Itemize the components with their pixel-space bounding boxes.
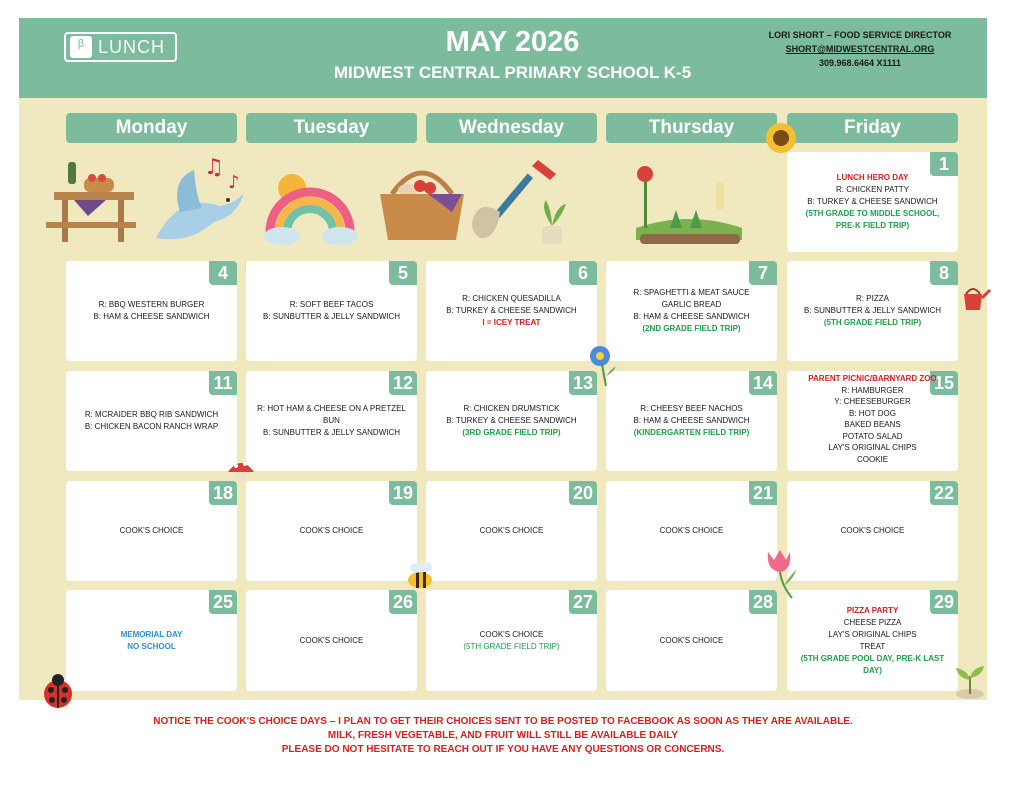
menu-line: POTATO SALAD <box>842 431 903 441</box>
date-number: 14 <box>749 371 777 395</box>
menu-content <box>791 481 954 581</box>
contact-email-link[interactable]: SHORT@MIDWESTCENTRAL.ORG <box>785 44 935 54</box>
flower-garden-icon <box>630 160 746 250</box>
menu-line: B: HAM & CHEESE SANDWICH <box>633 312 750 321</box>
menu-content <box>430 261 593 361</box>
holiday-label: MEMORIAL DAY <box>120 629 183 639</box>
date-number: 26 <box>389 590 417 614</box>
menu-line: B: SUNBUTTER & JELLY SANDWICH <box>262 428 401 437</box>
date-number: 22 <box>930 481 958 505</box>
lunch-logo <box>64 32 177 62</box>
shovel-plant-icon <box>466 156 582 248</box>
menu-line: R: HOT HAM & CHEESE ON A PRETZEL BUN <box>257 404 406 425</box>
date-number: 5 <box>389 261 417 285</box>
notice-line: PLEASE DO NOT HESITATE TO REACH OUT IF YOU HAVE ANY QUESTIONS OR CONCERNS. <box>281 744 725 755</box>
day-cell-13 <box>426 371 597 471</box>
notice-line: MILK, FRESH VEGETABLE, AND FRUIT WILL STILL BE AVAILABLE DAILY <box>327 730 679 741</box>
date-number: 1 <box>930 152 958 176</box>
day-cell-4 <box>66 261 237 361</box>
menu-line: CHEESE PIZZA <box>843 617 902 627</box>
day-cell-25 <box>66 590 237 691</box>
menu-content <box>610 590 773 691</box>
menu-line: GARLIC BREAD <box>661 300 722 309</box>
notice-line: NOTICE THE COOK'S CHOICE DAYS – I PLAN TO GET THEIR CHOICES SENT TO BE POSTED TO FACEBOOK AS SOON AS THEY ARE AVAILABLE. <box>153 716 853 727</box>
event-label: PIZZA PARTY <box>846 605 899 615</box>
date-number: 19 <box>389 481 417 505</box>
menu-content <box>610 261 773 361</box>
menu-line: R: PIZZA <box>856 294 889 303</box>
field-trip-note: (5TH GRADE FIELD TRIP) <box>463 641 560 651</box>
day-cell-8 <box>787 261 958 361</box>
menu-line: R: MCRAIDER BBQ RIB SANDWICH <box>84 410 219 419</box>
menu-line: B: CHICKEN BACON RANCH WRAP <box>84 422 219 431</box>
contact-phone: 309.968.6464 X1111 <box>818 58 902 68</box>
date-number: 12 <box>389 371 417 395</box>
day-cell-29 <box>787 590 958 691</box>
field-trip-note: (5TH GRADE POOL DAY, PRE-K LAST DAY) <box>800 653 945 675</box>
menu-line: R: HAMBURGER <box>841 385 904 395</box>
date-number: 8 <box>930 261 958 285</box>
school-name: MIDWEST CENTRAL PRIMARY SCHOOL K-5 <box>333 63 692 82</box>
day-header-wednesday: Wednesday <box>426 113 597 143</box>
field-trip-note: (KINDERGARTEN FIELD TRIP) <box>633 428 750 437</box>
menu-content <box>791 371 954 471</box>
menu-content <box>70 371 233 471</box>
date-number: 11 <box>209 371 237 395</box>
day-cell-26 <box>246 590 417 691</box>
event-label: PARENT PICNIC/BARNYARD ZOO <box>808 374 937 383</box>
date-number: 6 <box>569 261 597 285</box>
day-cell-1 <box>787 152 958 252</box>
holiday-label: NO SCHOOL <box>127 641 176 651</box>
day-cell-21 <box>606 481 777 581</box>
day-header-tuesday: Tuesday <box>246 113 417 143</box>
menu-line: B: HAM & CHEESE SANDWICH <box>93 312 210 321</box>
field-trip-note: PRE-K FIELD TRIP) <box>835 221 910 230</box>
menu-line: COOK'S CHOICE <box>299 635 364 645</box>
menu-line: COOK'S CHOICE <box>479 629 544 639</box>
day-cell-14 <box>606 371 777 471</box>
menu-content <box>70 261 233 361</box>
sprout-icon <box>952 660 988 700</box>
menu-line: COOK'S CHOICE <box>479 526 544 535</box>
day-cell-27 <box>426 590 597 691</box>
menu-content <box>250 590 413 691</box>
day-cell-6 <box>426 261 597 361</box>
event-label: LUNCH HERO DAY <box>836 173 909 182</box>
day-header-monday: Monday <box>66 113 237 143</box>
bluebird-icon <box>150 152 250 252</box>
menu-content <box>250 371 413 471</box>
menu-content <box>791 590 954 691</box>
menu-content <box>70 481 233 581</box>
mushroom-icon <box>226 456 256 488</box>
menu-content <box>430 371 593 471</box>
date-number: 20 <box>569 481 597 505</box>
date-number: 21 <box>749 481 777 505</box>
menu-line: B: TURKEY & CHEESE SANDWICH <box>446 306 577 315</box>
day-cell-22 <box>787 481 958 581</box>
date-number: 7 <box>749 261 777 285</box>
menu-line: R: CHEESY BEEF NACHOS <box>640 404 743 413</box>
menu-content <box>791 152 954 252</box>
page-title: MAY 2026 <box>445 26 580 58</box>
menu-line: Y: CHEESEBURGER <box>834 397 911 406</box>
bee-icon <box>400 558 438 594</box>
date-number: 25 <box>209 590 237 614</box>
menu-line: COOK'S CHOICE <box>840 526 905 535</box>
date-number: 27 <box>569 590 597 614</box>
menu-line: COOKIE <box>856 454 889 464</box>
treat-note: I = ICEY TREAT <box>482 318 541 327</box>
menu-line: R: SPAGHETTI & MEAT SAUCE <box>633 288 750 297</box>
menu-content <box>250 261 413 361</box>
logo-label: LUNCH <box>98 37 166 57</box>
field-trip-note: (5TH GRADE FIELD TRIP) <box>823 318 922 327</box>
watering-can-icon <box>958 282 992 314</box>
menu-line: R: CHICKEN PATTY <box>835 185 910 194</box>
date-number: 13 <box>569 371 597 395</box>
date-number: 28 <box>749 590 777 614</box>
menu-line: B: HOT DOG <box>849 408 896 418</box>
date-number: 29 <box>930 590 958 614</box>
tulip-icon <box>762 548 798 600</box>
menu-content <box>610 481 773 581</box>
menu-line: LAY'S ORIGINAL CHIPS <box>828 629 917 639</box>
menu-content <box>791 261 954 361</box>
day-cell-5 <box>246 261 417 361</box>
day-header-friday: Friday <box>787 113 958 143</box>
day-cell-20 <box>426 481 597 581</box>
svg-text:♪: ♪ <box>228 172 240 193</box>
day-header-thursday: Thursday <box>606 113 777 143</box>
contact-block <box>740 28 980 70</box>
field-trip-note: (3RD GRADE FIELD TRIP) <box>462 428 561 437</box>
menu-line: COOK'S CHOICE <box>119 526 184 535</box>
menu-line: B: SUNBUTTER & JELLY SANDWICH <box>262 312 401 321</box>
menu-line: COOK'S CHOICE <box>299 526 364 535</box>
notice-block <box>19 715 987 757</box>
ladybug-icon <box>38 670 78 710</box>
rainbow-icon <box>260 160 360 248</box>
menu-content <box>430 481 593 581</box>
date-number: 4 <box>209 261 237 285</box>
fork-icon: ᵝ <box>70 36 92 58</box>
field-trip-note: (2ND GRADE FIELD TRIP) <box>642 324 741 333</box>
day-cell-11 <box>66 371 237 471</box>
day-cell-28 <box>606 590 777 691</box>
menu-line: R: BBQ WESTERN BURGER <box>98 300 205 309</box>
menu-content <box>70 590 233 691</box>
menu-line: R: CHICKEN QUESADILLA <box>462 294 561 303</box>
picnic-basket-icon <box>372 156 472 246</box>
field-trip-note: (5TH GRADE TO MIDDLE SCHOOL, <box>805 209 940 218</box>
menu-line: B: TURKEY & CHEESE SANDWICH <box>446 416 577 425</box>
svg-text:♫: ♫ <box>204 155 224 180</box>
menu-line: B: SUNBUTTER & JELLY SANDWICH <box>803 306 942 315</box>
menu-line: COOK'S CHOICE <box>659 635 724 645</box>
contact-name: LORI SHORT – FOOD SERVICE DIRECTOR <box>768 30 952 40</box>
menu-line: LAY'S ORIGINAL CHIPS <box>828 443 917 452</box>
menu-line: TREAT <box>859 641 886 651</box>
day-cell-12 <box>246 371 417 471</box>
day-cell-15 <box>787 371 958 471</box>
day-cell-19 <box>246 481 417 581</box>
menu-content <box>430 590 593 691</box>
day-cell-7 <box>606 261 777 361</box>
menu-line: R: CHICKEN DRUMSTICK <box>463 404 560 413</box>
menu-line: B: TURKEY & CHEESE SANDWICH <box>807 197 938 206</box>
date-number: 18 <box>209 481 237 505</box>
menu-line: BAKED BEANS <box>844 420 901 429</box>
menu-content <box>250 481 413 581</box>
day-cell-18 <box>66 481 237 581</box>
menu-line: COOK'S CHOICE <box>659 526 724 535</box>
date-number: 15 <box>930 371 958 395</box>
picnic-table-icon <box>40 158 140 250</box>
menu-line: B: HAM & CHEESE SANDWICH <box>633 416 750 425</box>
menu-content <box>610 371 773 471</box>
menu-line: R: SOFT BEEF TACOS <box>289 300 374 309</box>
blue-flower-icon <box>586 344 620 388</box>
